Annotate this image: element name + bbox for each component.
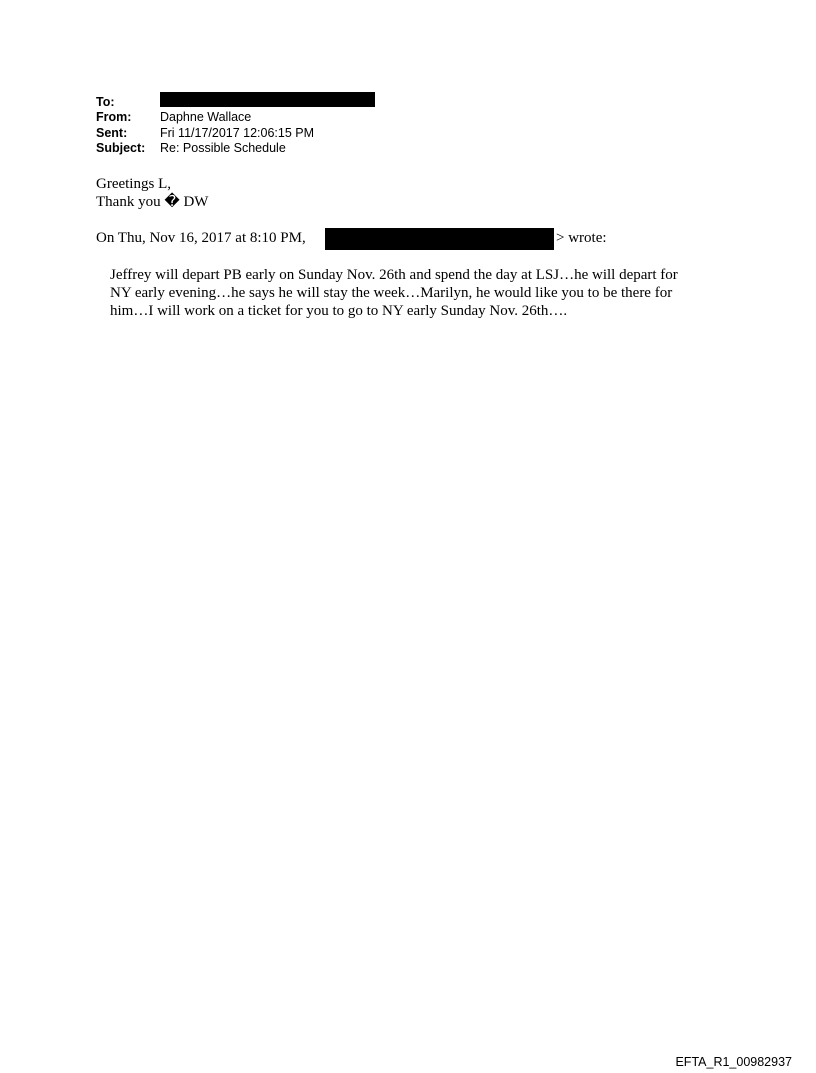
from-label: From: [96,110,132,125]
quoted-line-2: NY early evening…he says he will stay the week…Marilyn, he would like you to be there for [110,285,673,301]
to-row [96,95,314,110]
quoted-line-3: him…I will work on a ticket for you to go to NY early Sunday Nov. 26th…. [110,303,568,319]
quoted-line-1: Jeffrey will depart PB early on Sunday Nov. 26th and spend the day at LSJ…he will depart for [110,267,678,283]
greeting-line: Greetings L, [96,176,171,192]
quoted-message [110,266,730,320]
reply-body [96,175,208,211]
thanks-line: Thank you � DW [96,194,209,210]
to-label: To: [96,95,115,109]
sent-row [96,126,314,141]
sender-redaction-bar [325,228,554,250]
from-row [96,110,314,125]
quote-intro-suffix: > wrote: [556,230,607,246]
document-id: EFTA_R1_00982937 [675,1055,792,1069]
from-value: Daphne Wallace [160,110,252,125]
to-redaction-bar [160,92,375,107]
sent-label: Sent: [96,125,128,140]
subject-label: Subject: [96,140,146,155]
subject-value: Re: Possible Schedule [160,140,286,155]
quote-intro-line [96,229,607,247]
email-header [96,95,314,156]
subject-row [96,141,314,156]
quote-intro-prefix: On Thu, Nov 16, 2017 at 8:10 PM, [96,230,306,246]
sent-value: Fri 11/17/2017 12:06:15 PM [160,125,315,140]
